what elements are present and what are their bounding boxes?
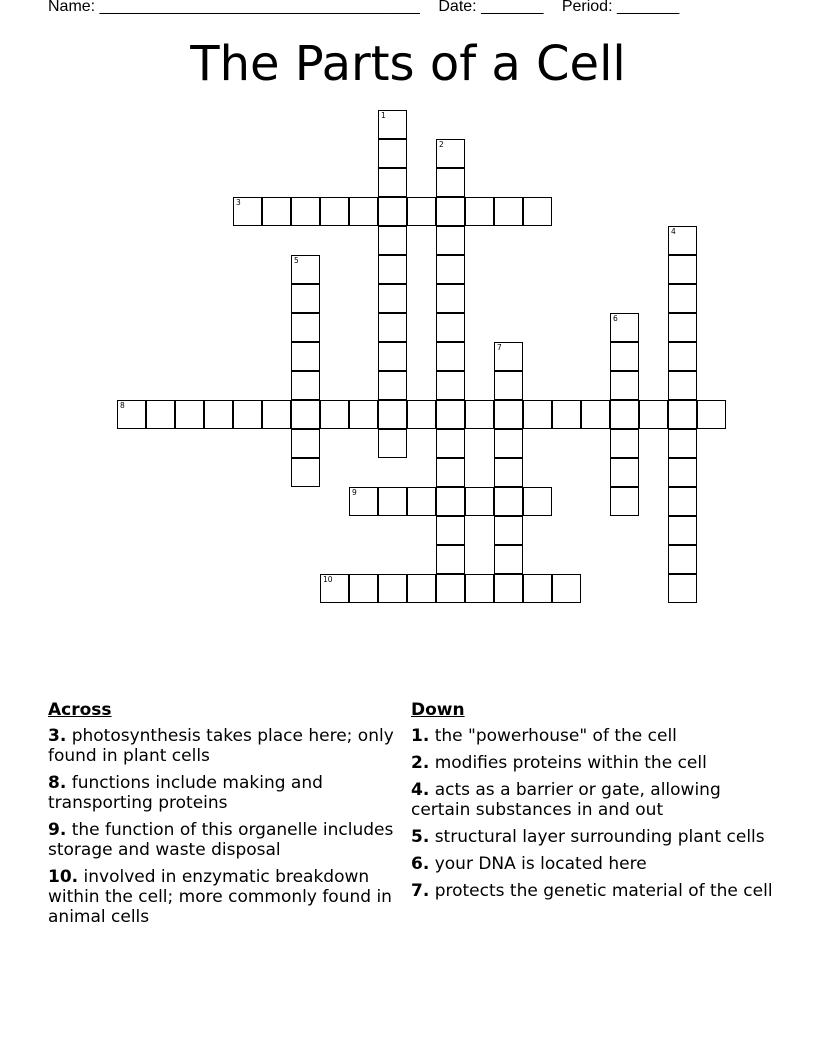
crossword-cell[interactable]: [291, 197, 320, 226]
clue-number: 4.: [411, 780, 430, 800]
crossword-cell[interactable]: [668, 342, 697, 371]
crossword-cell[interactable]: [436, 226, 465, 255]
crossword-cell[interactable]: [668, 371, 697, 400]
crossword-cell[interactable]: [436, 429, 465, 458]
crossword-cell[interactable]: [378, 284, 407, 313]
crossword-cell[interactable]: [465, 400, 494, 429]
clue-text: your DNA is located here: [434, 854, 647, 874]
down-heading: Down: [411, 700, 465, 720]
crossword-cell[interactable]: [378, 400, 407, 429]
crossword-cell[interactable]: [494, 429, 523, 458]
crossword-cell[interactable]: [436, 371, 465, 400]
crossword-cell[interactable]: [436, 197, 465, 226]
crossword-cell[interactable]: [349, 197, 378, 226]
crossword-cell[interactable]: [610, 371, 639, 400]
date-blank: _______: [481, 0, 544, 15]
cell-number: 4: [671, 227, 676, 236]
date-label: Date:: [438, 0, 477, 15]
crossword-cell[interactable]: [436, 342, 465, 371]
crossword-cell[interactable]: [697, 400, 726, 429]
crossword-cell[interactable]: [204, 400, 233, 429]
cell-number: 3: [236, 198, 241, 207]
clue-down-4: [411, 780, 781, 820]
crossword-cell[interactable]: [233, 197, 262, 226]
crossword-cell[interactable]: [465, 197, 494, 226]
crossword-cell[interactable]: [436, 168, 465, 197]
crossword-cell[interactable]: [378, 139, 407, 168]
crossword-cell[interactable]: [117, 400, 146, 429]
crossword-cell[interactable]: [175, 400, 204, 429]
name-blank: ____________________________________: [99, 0, 420, 15]
crossword-cell[interactable]: [494, 400, 523, 429]
cell-number: 8: [120, 401, 125, 410]
crossword-cell[interactable]: [436, 284, 465, 313]
crossword-cell[interactable]: [291, 342, 320, 371]
crossword-cell[interactable]: [436, 139, 465, 168]
crossword-cell[interactable]: [523, 574, 552, 603]
crossword-cell[interactable]: [581, 400, 610, 429]
clue-text: the function of this organelle includes storage and waste disposal: [48, 820, 394, 860]
crossword-cell[interactable]: [610, 429, 639, 458]
crossword-cell[interactable]: [436, 545, 465, 574]
crossword-cell[interactable]: [378, 429, 407, 458]
clue-number: 2.: [411, 753, 430, 773]
clue-number: 7.: [411, 881, 430, 901]
crossword-cell[interactable]: [668, 458, 697, 487]
clue-number: 1.: [411, 726, 430, 746]
crossword-cell[interactable]: [494, 574, 523, 603]
crossword-cell[interactable]: [610, 400, 639, 429]
period-blank: _______: [616, 0, 680, 15]
clue-number: 6.: [411, 854, 430, 874]
crossword-cell[interactable]: [291, 313, 320, 342]
crossword-cell[interactable]: [494, 371, 523, 400]
crossword-cell[interactable]: [291, 284, 320, 313]
page-title: The Parts of a Cell: [190, 36, 626, 92]
crossword-cell[interactable]: [610, 342, 639, 371]
crossword-cell[interactable]: [320, 400, 349, 429]
crossword-cell[interactable]: [436, 516, 465, 545]
cell-number: 6: [613, 314, 618, 323]
across-heading: Across: [48, 700, 112, 720]
clue-text: protects the genetic material of the cell: [434, 881, 773, 901]
crossword-cell[interactable]: [378, 371, 407, 400]
crossword-cell[interactable]: [320, 197, 349, 226]
crossword-cell[interactable]: [523, 197, 552, 226]
crossword-cell[interactable]: [552, 574, 581, 603]
crossword-cell[interactable]: [291, 429, 320, 458]
crossword-cell[interactable]: [436, 487, 465, 516]
clue-number: 5.: [411, 827, 430, 847]
crossword-cell[interactable]: [668, 429, 697, 458]
crossword-cell[interactable]: [494, 342, 523, 371]
crossword-cell[interactable]: [465, 487, 494, 516]
crossword-cell[interactable]: [436, 574, 465, 603]
crossword-cell[interactable]: [668, 226, 697, 255]
crossword-cell[interactable]: [291, 458, 320, 487]
crossword-cell[interactable]: [378, 487, 407, 516]
crossword-cell[interactable]: [668, 574, 697, 603]
cell-number: 7: [497, 343, 502, 352]
cell-number: 5: [294, 256, 299, 265]
crossword-cell[interactable]: [349, 400, 378, 429]
crossword-cell[interactable]: [610, 458, 639, 487]
clue-down-6: [411, 854, 781, 874]
crossword-cell[interactable]: [262, 400, 291, 429]
name-label: Name:: [48, 0, 96, 15]
clue-across-10: [48, 867, 408, 927]
clue-text: functions include making and transporting proteins: [48, 773, 323, 813]
crossword-cell[interactable]: [349, 574, 378, 603]
crossword-cell[interactable]: [407, 487, 436, 516]
clue-down-1: [411, 726, 781, 746]
clue-across-9: [48, 820, 408, 860]
crossword-cell[interactable]: [639, 400, 668, 429]
crossword-cell[interactable]: [494, 458, 523, 487]
clue-text: modifies proteins within the cell: [434, 753, 707, 773]
period-label: Period:: [561, 0, 613, 15]
crossword-cell[interactable]: [407, 197, 436, 226]
clue-down-2: [411, 753, 781, 773]
crossword-cell[interactable]: [668, 487, 697, 516]
crossword-cell[interactable]: [552, 400, 581, 429]
clue-number: 9.: [48, 820, 67, 840]
clue-down-5: [411, 827, 781, 847]
clue-text: involved in enzymatic breakdown within the cell; more commonly found in animal cells: [48, 867, 392, 927]
cell-number: 1: [381, 111, 386, 120]
clue-number: 10.: [48, 867, 79, 887]
crossword-cell[interactable]: [523, 487, 552, 516]
clue-text: acts as a barrier or gate, allowing certain substances in and out: [411, 780, 721, 820]
clue-across-3: [48, 726, 408, 766]
crossword-cell[interactable]: [436, 458, 465, 487]
crossword-cell[interactable]: [494, 516, 523, 545]
crossword-cell[interactable]: [378, 342, 407, 371]
crossword-cell[interactable]: [436, 400, 465, 429]
crossword-cell[interactable]: [668, 255, 697, 284]
crossword-cell[interactable]: [233, 400, 262, 429]
crossword-cell[interactable]: [378, 197, 407, 226]
crossword-cell[interactable]: [610, 313, 639, 342]
crossword-cell[interactable]: [407, 574, 436, 603]
crossword-cell[interactable]: [291, 400, 320, 429]
crossword-cell[interactable]: [291, 371, 320, 400]
crossword-cell[interactable]: [494, 197, 523, 226]
clue-number: 8.: [48, 773, 67, 793]
crossword-cell[interactable]: [378, 313, 407, 342]
crossword-cell[interactable]: [320, 574, 349, 603]
crossword-cell[interactable]: [668, 400, 697, 429]
clue-number: 3.: [48, 726, 67, 746]
crossword-cell[interactable]: [378, 574, 407, 603]
crossword-cell[interactable]: [668, 284, 697, 313]
crossword-cell[interactable]: [378, 255, 407, 284]
crossword-cell[interactable]: [378, 110, 407, 139]
cell-number: 9: [352, 488, 357, 497]
crossword-cell[interactable]: [668, 516, 697, 545]
down-clues: [411, 700, 781, 908]
clue-across-8: [48, 773, 408, 813]
crossword-cell[interactable]: [523, 400, 552, 429]
crossword-cell[interactable]: [291, 255, 320, 284]
crossword-cell[interactable]: [378, 168, 407, 197]
crossword-cell[interactable]: [349, 487, 378, 516]
crossword-cell[interactable]: [668, 545, 697, 574]
crossword-cell[interactable]: [610, 487, 639, 516]
crossword-cell[interactable]: [494, 545, 523, 574]
crossword-cell[interactable]: [436, 313, 465, 342]
clue-down-7: [411, 881, 781, 901]
across-clues: [48, 700, 408, 934]
crossword-cell[interactable]: [668, 313, 697, 342]
clue-text: structural layer surrounding plant cells: [434, 827, 765, 847]
crossword-cell[interactable]: [146, 400, 175, 429]
crossword-cell[interactable]: [262, 197, 291, 226]
crossword-cell[interactable]: [407, 400, 436, 429]
cell-number: 10: [323, 575, 333, 584]
crossword-cell[interactable]: [378, 226, 407, 255]
cell-number: 2: [439, 140, 444, 149]
crossword-cell[interactable]: [436, 255, 465, 284]
clue-text: photosynthesis takes place here; only found in plant cells: [48, 726, 394, 766]
crossword-cell[interactable]: [465, 574, 494, 603]
crossword-cell[interactable]: [494, 487, 523, 516]
clue-text: the "powerhouse" of the cell: [434, 726, 677, 746]
